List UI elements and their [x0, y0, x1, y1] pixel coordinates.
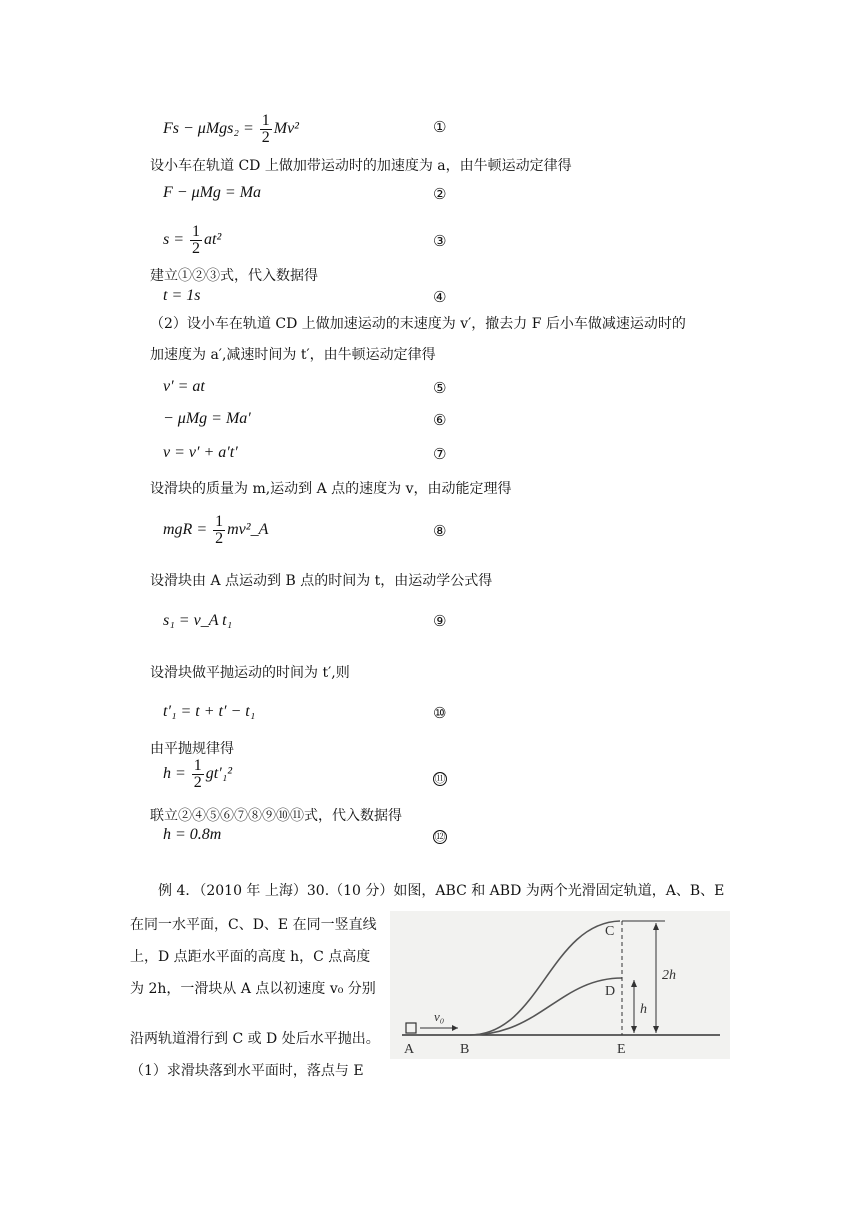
equation-1-left: Fs − μMgs₂ =	[163, 120, 258, 138]
label-v0: v₀	[434, 1009, 445, 1024]
example-paragraph-line-4: 为 2h，一滑块从 A 点以初速度 v₀ 分别	[130, 981, 376, 997]
equation-6: − μMg = Ma′	[163, 410, 251, 427]
equation-5: v′ = at	[163, 378, 205, 395]
text-line-7: 设滑块做平抛运动的时间为 t′,则	[150, 665, 350, 681]
equation-3: s = $\frac{1}{2}$ at²	[163, 223, 222, 257]
text-line-3: （2）设小车在轨道 CD 上做加速运动的末速度为 v′，撤去力 F 后小车做减速运动时的	[150, 316, 686, 332]
equation-number-10: ⑩	[433, 704, 447, 722]
text-line-6: 设滑块由 A 点运动到 B 点的时间为 t，由运动学公式得	[150, 573, 493, 589]
equation-9: s₁ = v_A t₁	[163, 612, 233, 629]
label-2h: 2h	[662, 968, 676, 983]
slider-block	[406, 1023, 416, 1033]
track-abd	[470, 978, 622, 1035]
equation-number-9: ⑨	[433, 612, 447, 630]
text-line-5: 设滑块的质量为 m,运动到 A 点的速度为 v，由动能定理得	[150, 481, 512, 497]
equation-number-2: ②	[433, 185, 447, 203]
text-line-4: 加速度为 a′,减速时间为 t′，由牛顿运动定律得	[150, 347, 436, 363]
label-b: B	[460, 1042, 470, 1057]
text-line-8: 由平抛规律得	[150, 741, 234, 757]
track-abc	[470, 921, 620, 1035]
equation-1	[163, 113, 299, 146]
equation-number-4: ④	[433, 288, 447, 306]
label-a: A	[404, 1042, 415, 1057]
equation-4: t = 1s	[163, 287, 201, 304]
equation-number-8: ⑧	[433, 522, 447, 540]
label-d: D	[605, 984, 616, 999]
text-line-9: 联立②④⑤⑥⑦⑧⑨⑩⑪式，代入数据得	[150, 808, 402, 824]
equation-7: v = v′ + a′t′	[163, 444, 238, 461]
example-paragraph-line-3: 上，D 点距水平面的高度 h，C 点高度	[130, 949, 371, 965]
example-paragraph-line-1: 例 4．（2010 年 上海）30.（10 分）如图，ABC 和 ABD 为两个光滑固定轨道，A、B、E	[158, 883, 725, 899]
equation-number-11: ⑪	[434, 772, 446, 785]
label-e: E	[617, 1042, 626, 1057]
equation-number-1: ①	[433, 118, 447, 136]
fraction-half: $\frac{1}{2}$	[261, 112, 270, 146]
track-diagram-svg	[390, 911, 730, 1059]
equation-8: mgR = $\frac{1}{2}$ mv²_A	[163, 513, 269, 547]
label-c: C	[605, 924, 615, 939]
track-diagram	[390, 911, 730, 1059]
text-line-2: 建立①②③式，代入数据得	[150, 268, 318, 284]
text-line-1: 设小车在轨道 CD 上做加带运动时的加速度为 a，由牛顿运动定律得	[150, 158, 572, 174]
equation-12: h = 0.8m	[163, 826, 222, 843]
label-h: h	[640, 1002, 647, 1017]
equation-number-12: ⑫	[434, 830, 446, 843]
example-paragraph-line-6: （1）求滑块落到水平面时，落点与 E	[130, 1063, 364, 1079]
equation-number-3: ③	[433, 232, 447, 250]
equation-11: h = $\frac{1}{2}$ gt′₁²	[163, 757, 233, 791]
equation-number-5: ⑤	[433, 379, 447, 397]
example-paragraph-line-5: 沿两轨道滑行到 C 或 D 处后水平抛出。	[130, 1031, 380, 1047]
example-paragraph-line-2: 在同一水平面，C、D、E 在同一竖直线	[130, 917, 377, 933]
equation-2: F − μMg = Ma	[163, 184, 262, 201]
equation-number-6: ⑥	[433, 411, 447, 429]
equation-1-right: Mv²	[273, 120, 299, 138]
equation-number-7: ⑦	[433, 445, 447, 463]
equation-10: t′₁ = t + t′ − t₁	[163, 703, 256, 720]
